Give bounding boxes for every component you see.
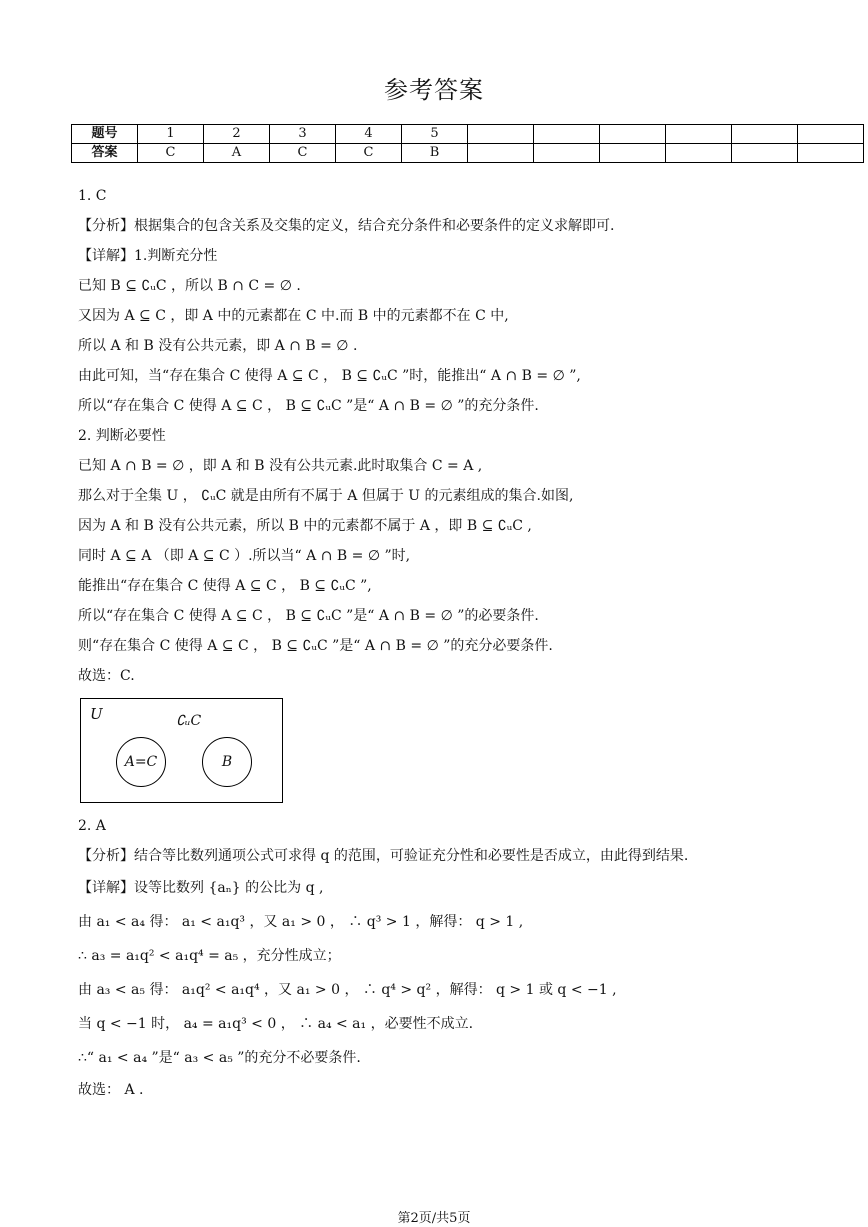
table-cell [732,144,798,163]
text-line: 同时 A ⊆ A （即 A ⊆ C ）.所以当“ A ∩ B = ∅ ”时, [78,548,411,564]
text-line: ∴ a₃ = a₁q² < a₁q⁴ = a₅ ，充分性成立； [78,948,341,964]
table-cell [534,144,600,163]
detail-line: 【详解】设等比数列 {aₙ} 的公比为 q , [78,880,324,896]
page-title: 参考答案 [384,76,484,104]
detail-line: 【详解】1.判断充分性 [78,248,218,264]
table-cell [732,125,798,144]
choice-line: 故选： A . [78,1082,144,1098]
table-row-answers [72,144,864,163]
table-cell [534,125,600,144]
table-cell [468,144,534,163]
table-cell [798,144,864,163]
set-a-label: A=C [124,754,158,770]
solution-2-heading: 2. A [78,818,106,834]
page-footer: 第2页/共5页 [397,1211,471,1226]
table-cell [600,144,666,163]
table-cell: 1 [138,125,204,144]
table-cell [798,125,864,144]
text-line: 已知 B ⊆ ∁ᵤC ，所以 B ∩ C = ∅ . [78,278,301,294]
text-line: 能推出“存在集合 C 使得 A ⊆ C ， B ⊆ ∁ᵤC ”, [78,578,372,594]
text-line: 由此可知，当“存在集合 C 使得 A ⊆ C ， B ⊆ ∁ᵤC ”时，能推出“ A ∩ B = ∅ ”, [78,368,581,384]
universe-label: U [90,705,103,723]
text-line: 所以“存在集合 C 使得 A ⊆ C ， B ⊆ ∁ᵤC ”是“ A ∩ B = ∅ ”的必要条件. [78,608,539,624]
table-cell: 5 [402,125,468,144]
table-cell [666,144,732,163]
table-cell: 3 [270,125,336,144]
venn-diagram [80,698,283,803]
analysis-line: 【分析】结合等比数列通项公式可求得 q 的范围，可验证充分性和必要性是否成立，由此得到结果. [78,848,689,864]
solution-1-heading: 1. C [78,188,107,204]
table-cell: 2 [204,125,270,144]
answer-table [71,124,864,163]
table-header-question: 题号 [72,125,138,144]
table-cell: C [336,144,402,163]
text-line: 那么对于全集 U ， ∁ᵤC 就是由所有不属于 A 但属于 U 的元素组成的集合.如图, [78,488,574,504]
text-line: 因为 A 和 B 没有公共元素，所以 B 中的元素都不属于 A ，即 B ⊆ ∁ᵤC , [78,518,532,534]
text-line: 所以 A 和 B 没有公共元素，即 A ∩ B = ∅ . [78,338,358,354]
analysis-line: 【分析】根据集合的包含关系及交集的定义，结合充分条件和必要条件的定义求解即可. [78,218,615,234]
text-line: 当 q < −1 时， a₄ = a₁q³ < 0 ， ∴ a₄ < a₁ ，必要性不成立. [78,1016,474,1032]
text-line: 又因为 A ⊆ C ，即 A 中的元素都在 C 中.而 B 中的元素都不在 C 中, [78,308,509,324]
choice-line: 故选：C. [78,668,135,684]
complement-label: ∁ᵤC [176,713,202,729]
text-line: 由 a₃ < a₅ 得： a₁q² < a₁q⁴ ，又 a₁ > 0 ， ∴ q⁴ > q² ，解得： q > 1 或 q < −1 , [78,982,617,998]
table-row-questions [72,125,864,144]
table-cell: C [138,144,204,163]
table-cell [666,125,732,144]
text-line: ∴“ a₁ < a₄ ”是“ a₃ < a₅ ”的充分不必要条件. [78,1050,361,1066]
text-line: 2. 判断必要性 [78,428,166,444]
text-line: 已知 A ∩ B = ∅ ，即 A 和 B 没有公共元素.此时取集合 C = A , [78,458,483,474]
set-a-circle [116,737,166,787]
table-cell: B [402,144,468,163]
table-cell: C [270,144,336,163]
table-header-answer: 答案 [72,144,138,163]
table-cell [600,125,666,144]
set-b-circle [202,737,252,787]
table-cell [468,125,534,144]
text-line: 则“存在集合 C 使得 A ⊆ C ， B ⊆ ∁ᵤC ”是“ A ∩ B = ∅ ”的充分必要条件. [78,638,553,654]
text-line: 由 a₁ < a₄ 得： a₁ < a₁q³ ，又 a₁ > 0 ， ∴ q³ > 1 ，解得： q > 1 , [78,914,524,930]
set-b-label: B [221,754,233,770]
text-line: 所以“存在集合 C 使得 A ⊆ C ， B ⊆ ∁ᵤC ”是“ A ∩ B = ∅ ”的充分条件. [78,398,539,414]
table-cell: 4 [336,125,402,144]
table-cell: A [204,144,270,163]
